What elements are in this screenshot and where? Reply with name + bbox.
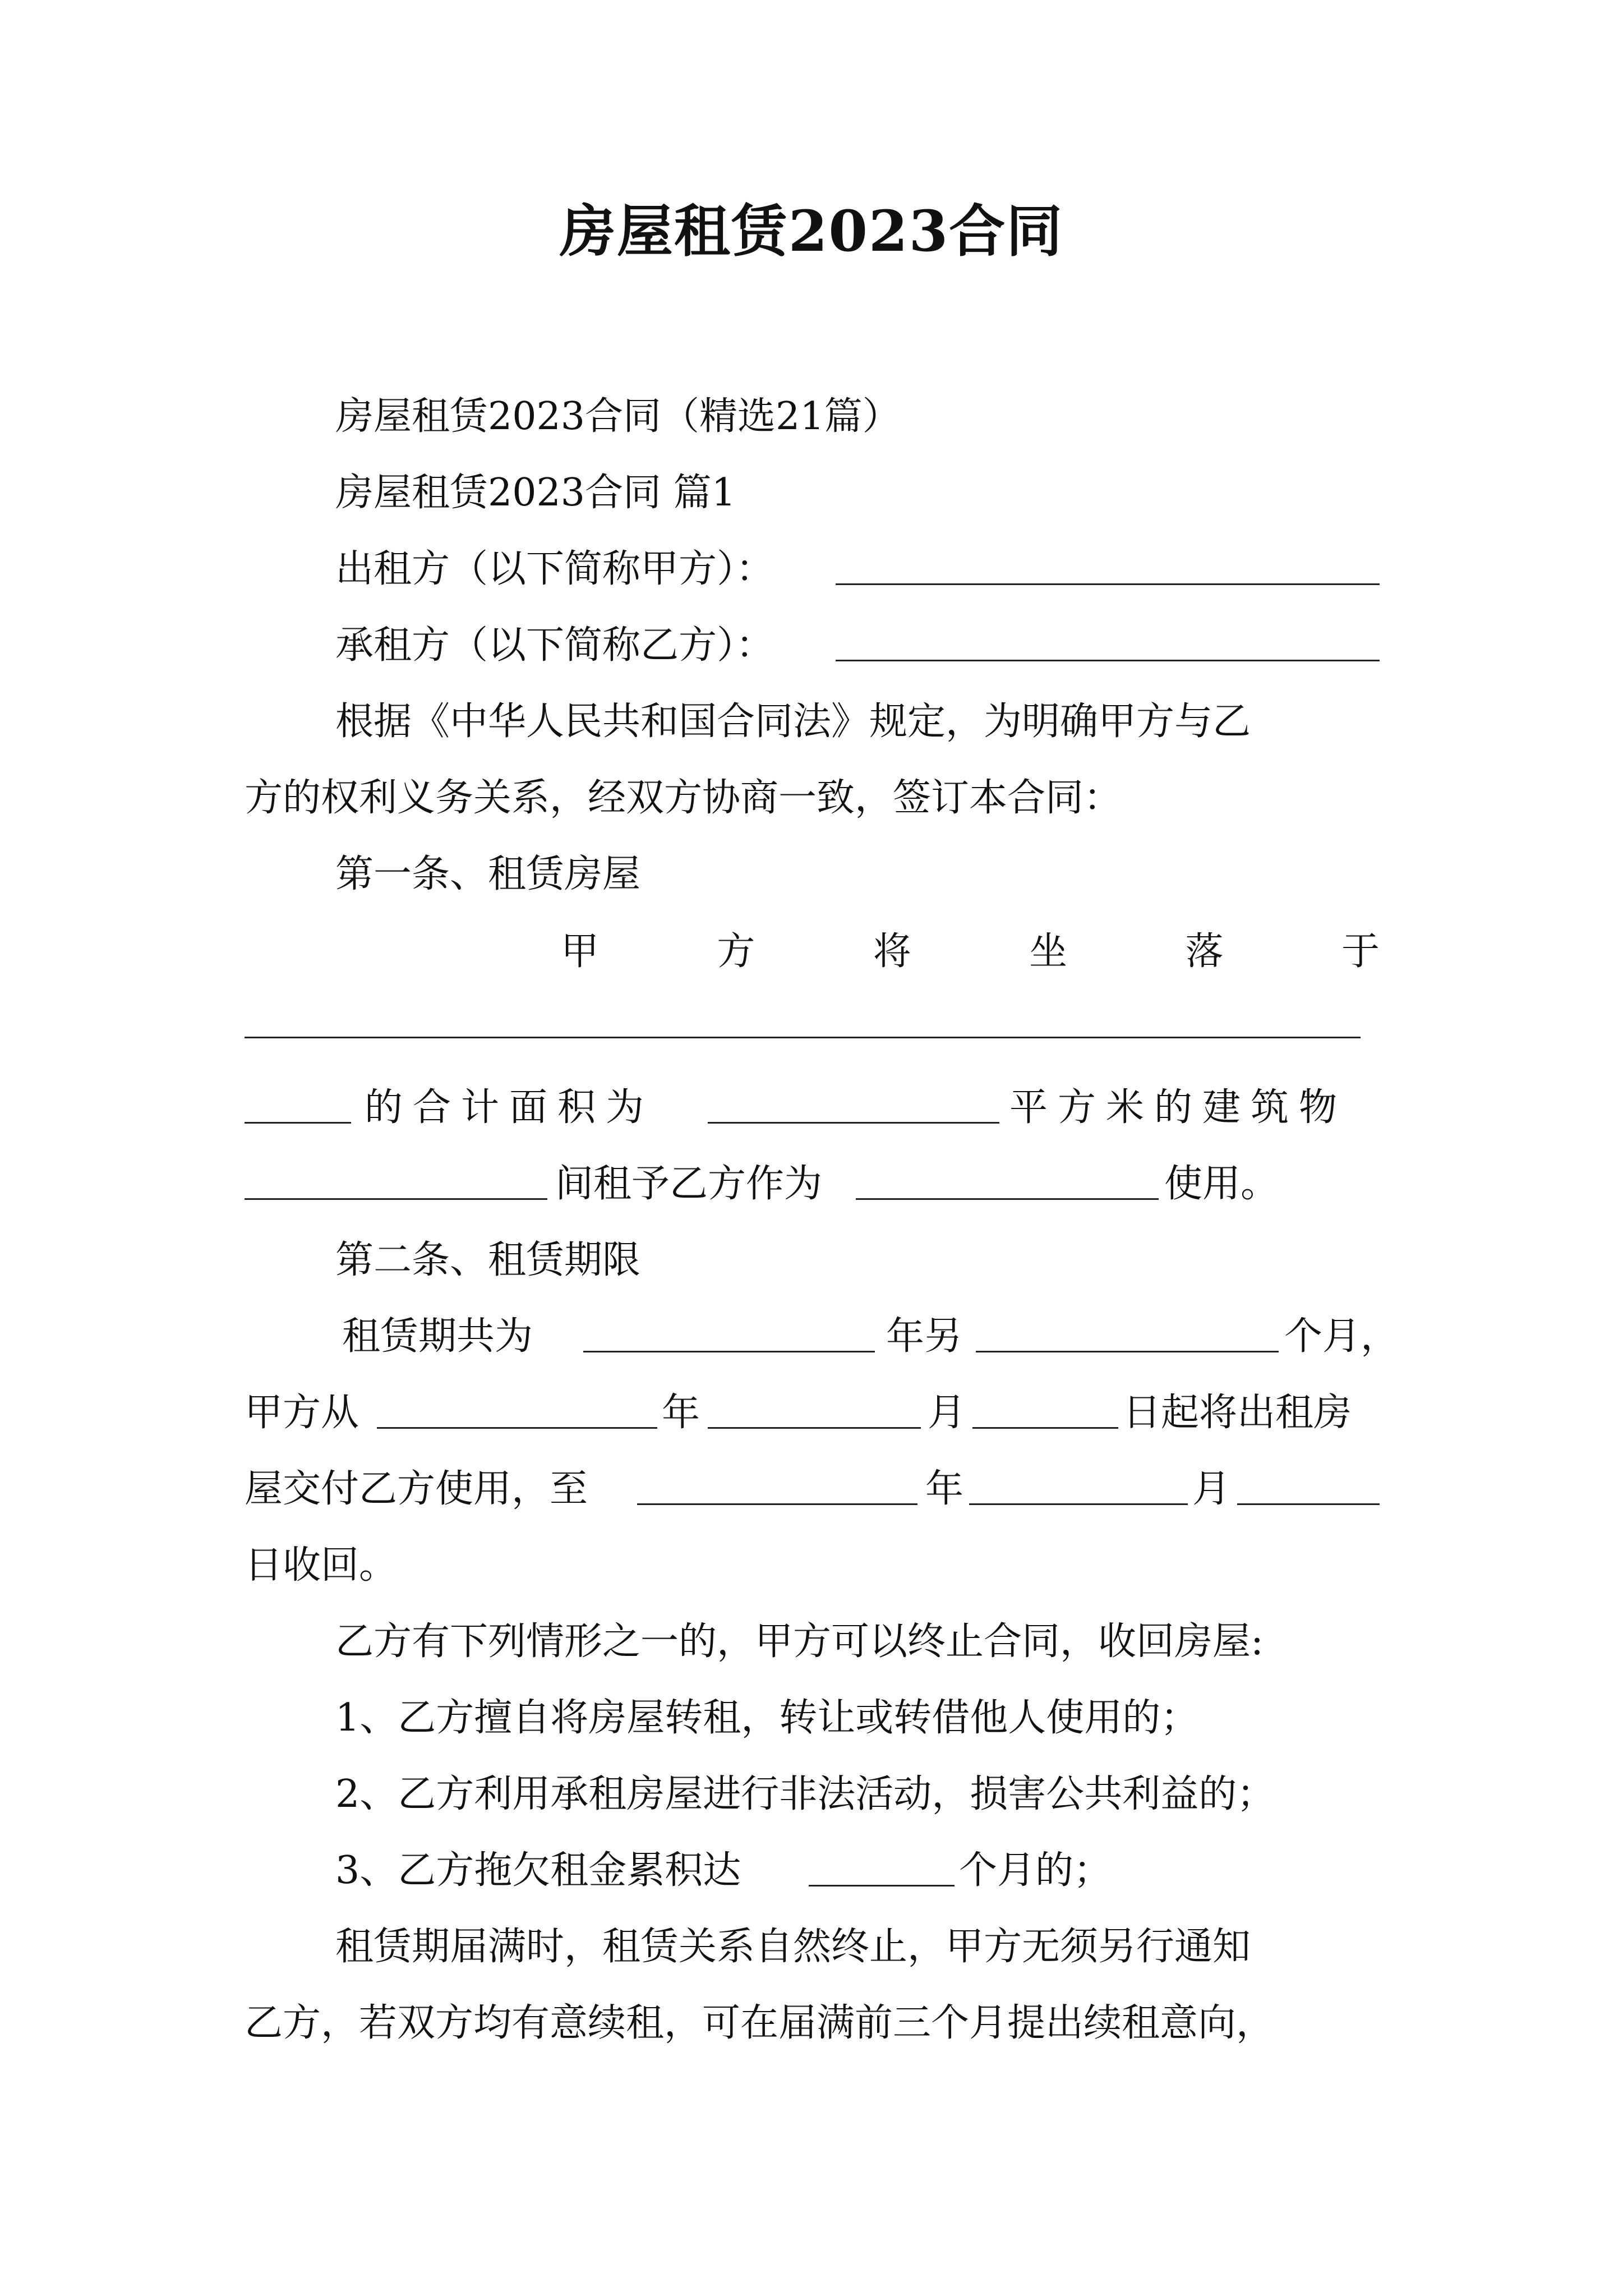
start-text-b: 年: [662, 1391, 700, 1435]
rooms-blank: [245, 1198, 547, 1200]
area-text-a: 的合计面积为: [365, 1085, 654, 1130]
use-text-a: 间租予乙方作为: [555, 1162, 823, 1206]
start-year-blank: [377, 1427, 657, 1429]
spread-char: 落: [1185, 930, 1224, 974]
start-text-c: 月: [928, 1391, 966, 1435]
termination-item-1: 1、乙方擅自将房屋转租，转让或转借他人使用的；: [335, 1696, 1199, 1740]
lessor-blank: [836, 583, 1380, 585]
section-heading: 房屋租赁2023合同 篇1: [335, 471, 736, 515]
area-blank: [708, 1122, 999, 1124]
end-day-blank: [1237, 1503, 1380, 1505]
subtitle: 房屋租赁2023合同（精选21篇）: [335, 394, 901, 439]
lessee-label: 承租方（以下简称乙方）：: [335, 623, 774, 668]
end-month-blank: [969, 1503, 1188, 1505]
article-1-title: 第一条、租赁房屋: [335, 852, 641, 896]
end-text-d: 日收回。: [245, 1543, 398, 1588]
end-text-c: 月: [1192, 1467, 1231, 1511]
end-text-b: 年: [925, 1467, 964, 1511]
arrears-months-blank: [809, 1885, 955, 1887]
spread-char: 甲: [561, 930, 600, 974]
location-blank: [245, 1037, 1361, 1038]
end-text-a: 屋交付乙方使用，至: [245, 1467, 588, 1511]
term-months-blank: [976, 1351, 1279, 1352]
article-1-spread-line: [561, 927, 1380, 977]
start-day-blank: [972, 1427, 1118, 1429]
termination-item-2: 2、乙方利用承租房屋进行非法活动，损害公共利益的；: [335, 1772, 1275, 1816]
area-text-b: 平方米的建筑物: [1009, 1085, 1348, 1130]
term-text-a: 租赁期共为: [342, 1314, 533, 1359]
term-years-blank: [583, 1351, 875, 1352]
room-count-blank: [245, 1122, 351, 1124]
document-title: 房屋租赁2023合同: [559, 198, 1064, 264]
spread-char: 将: [873, 930, 911, 974]
spread-char: 于: [1341, 930, 1380, 974]
term-text-c: 个月，: [1284, 1314, 1399, 1359]
start-text-a: 甲方从: [245, 1391, 359, 1435]
spread-char: 方: [717, 930, 755, 974]
termination-intro: 乙方有下列情形之一的，甲方可以终止合同，收回房屋:: [335, 1619, 1264, 1664]
start-month-blank: [708, 1427, 921, 1429]
intro-line-1: 根据《中华人民共和国合同法》规定，为明确甲方与乙: [335, 700, 1251, 744]
use-text-b: 使用。: [1164, 1162, 1279, 1206]
end-year-blank: [637, 1503, 917, 1505]
expiry-line-1: 租赁期届满时，租赁关系自然终止，甲方无须另行通知: [335, 1925, 1251, 1969]
expiry-line-2: 乙方，若双方均有意续租，可在届满前三个月提出续租意向，: [245, 2001, 1275, 2045]
spread-char: 坐: [1029, 930, 1068, 974]
intro-line-2: 方的权利义务关系，经双方协商一致，签订本合同：: [245, 776, 1122, 820]
termination-item-3b: 个月的；: [959, 1848, 1112, 1893]
use-blank: [856, 1198, 1159, 1200]
start-text-d: 日起将出租房: [1123, 1391, 1352, 1435]
lessor-label: 出租方（以下简称甲方）：: [335, 547, 774, 591]
term-text-b: 年另: [886, 1314, 963, 1359]
article-2-title: 第二条、租赁期限: [335, 1238, 641, 1282]
termination-item-3a: 3、乙方拖欠租金累积达: [335, 1848, 741, 1893]
lessee-blank: [836, 660, 1380, 661]
